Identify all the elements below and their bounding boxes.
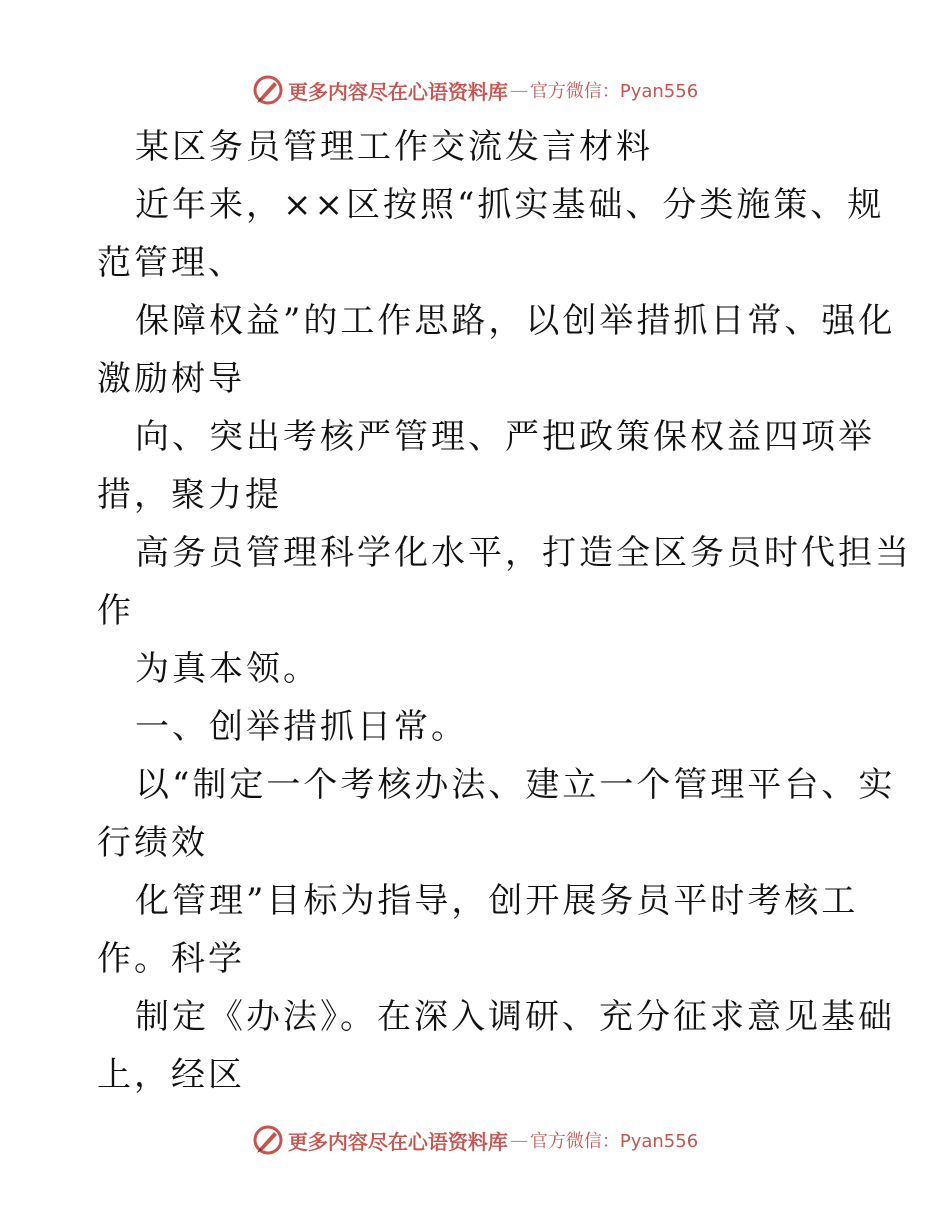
watermark-banner-top (0, 70, 950, 110)
text-line: 化管理”目标为指导，创开展务员平时考核工 (135, 881, 859, 921)
text-line: 激励树导 (97, 359, 245, 399)
banner-separator: — (509, 1129, 528, 1151)
text-line: 以“制定一个考核办法、建立一个管理平台、实 (135, 765, 896, 805)
text-line: 措，聚力提 (97, 475, 282, 515)
text-line: 行绩效 (97, 823, 208, 863)
section-heading: 一、创举措抓日常。 (135, 707, 468, 747)
banner-separator: — (509, 79, 528, 101)
text-line: 近年来，××区按照“抓实基础、分类施策、规 (135, 185, 885, 225)
text-line: 向、突出考核严管理、严把政策保权益四项举 (135, 417, 875, 457)
watermark-banner-bottom (0, 1120, 950, 1160)
text-line: 上，经区 (97, 1055, 245, 1095)
text-line: 保障权益”的工作思路，以创举措抓日常、强化 (135, 301, 896, 341)
text-line: 高务员管理科学化水平，打造全区务员时代担当 (135, 533, 912, 573)
text-line: 制定《办法》。在深入调研、充分征求意见基础 (135, 997, 895, 1037)
banner-brand: 更多内容尽在心语资料库 (287, 1129, 508, 1154)
text-line: 范管理、 (97, 243, 245, 283)
text-line: 作 (97, 591, 134, 631)
banner-brand: 更多内容尽在心语资料库 (287, 79, 508, 104)
quill-pen-logo-icon (252, 1124, 284, 1156)
banner-contact: 官方微信：Pyan556 (529, 1131, 699, 1152)
text-line: 为真本领。 (135, 649, 320, 689)
document-title: 某区务员管理工作交流发言材料 (135, 127, 653, 167)
quill-pen-logo-icon (252, 74, 284, 106)
text-line: 作。科学 (97, 939, 245, 979)
document-body (97, 118, 912, 1104)
banner-contact: 官方微信：Pyan556 (529, 81, 699, 102)
